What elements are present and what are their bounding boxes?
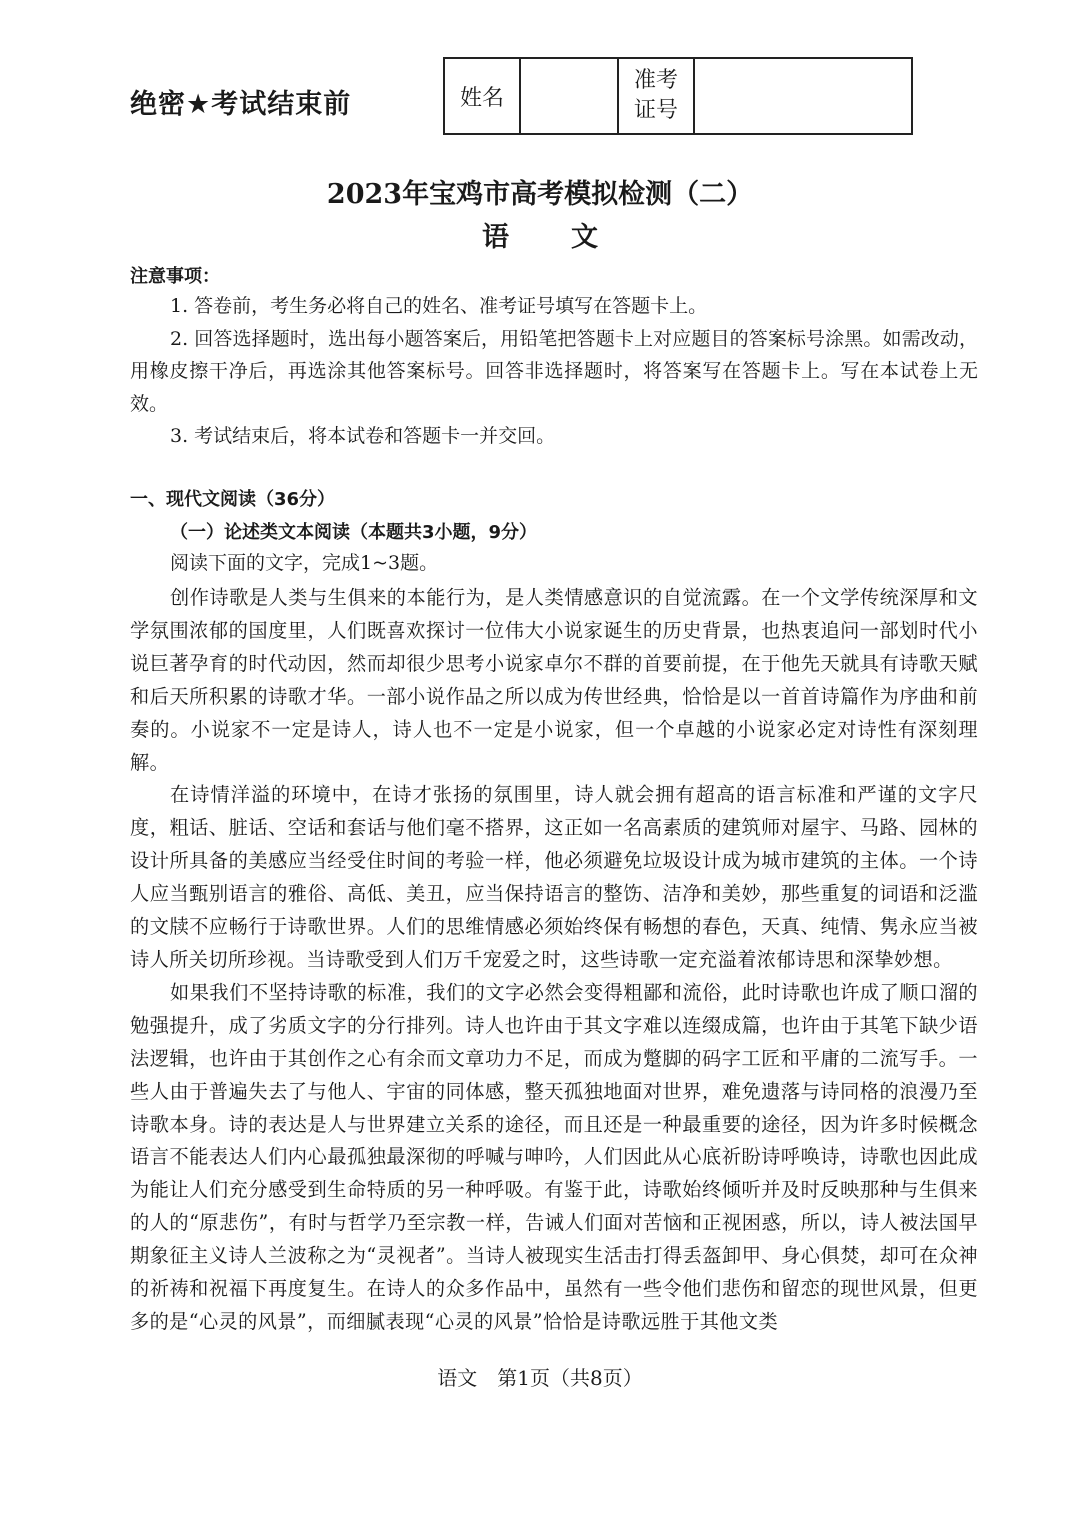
subsection-heading: （一）论述类文本阅读（本题共3小题，9分）: [170, 522, 538, 543]
confidential-label: 绝密★考试结束前: [130, 89, 352, 120]
exam-id-label: [619, 59, 695, 133]
exam-id-label-line1: 准考: [633, 68, 678, 93]
exam-title: 2023年宝鸡市高考模拟检测（二）: [326, 179, 754, 210]
passage-paragraph-1: 创作诗歌是人类与生俱来的本能行为，是人类情感意识的自觉流露。在一个文学传统深厚和文学氛围浓郁的国度里，人们既喜欢探讨一位伟大小说家诞生的历史背景，也热衷追问一部划时代小说巨著孕育的时代动因，然而却很少思考小说家卓尔不群的首要前提，在于他先天就具有诗歌天赋和后天所积累的诗歌才华。一部小说作品之所以成为传世经典，恰恰是以一首首诗篇作为序曲和前奏的。小说家不一定是诗人，诗人也不一定是小说家，但一个卓越的小说家必定对诗性有深刻理解。: [130, 586, 978, 774]
name-field: [521, 59, 619, 133]
passage-paragraph-2: 在诗情洋溢的环境中，在诗才张扬的氛围里，诗人就会拥有超高的语言标准和严谨的文字尺度，粗话、脏话、空话和套话与他们毫不搭界，这正如一名高素质的建筑师对屋宇、马路、园林的设计所具备的美感应当经受住时间的考验一样，他必须避免垃圾设计成为城市建筑的主体。一个诗人应当甄别语言的雅俗、高低、美丑，应当保持语言的整饬、洁净和美妙，那些重复的词语和泛滥的文牍不应畅行于诗歌世界。人们的思维情感必须始终保有畅想的春色，天真、纯情、隽永应当被诗人所关切所珍视。当诗歌受到人们万千宠爱之时，这些诗歌一定充溢着浓郁诗思和深挚妙想。: [130, 783, 978, 971]
candidate-info-box: [443, 57, 913, 135]
exam-id-label-line2: 证号: [633, 98, 678, 123]
subject-title: 语文: [482, 222, 660, 253]
page-footer: 语文 第1页（共8页）: [437, 1366, 643, 1390]
exam-id-field: [695, 59, 911, 133]
notice-item-2: 2. 回答选择题时，选出每小题答案后，用铅笔把答题卡上对应题目的答案标号涂黑。如需改动，用橡皮擦干净后，再选涂其他答案标号。回答非选择题时，将答案写在答题卡上。写在本试卷上无效。: [130, 327, 978, 415]
notice-item-1: 1. 答卷前，考生务必将自己的姓名、准考证号填写在答题卡上。: [170, 295, 708, 317]
name-label: 姓名: [445, 59, 521, 133]
reading-passage: [130, 582, 978, 1339]
section-heading: 一、现代文阅读（36分）: [130, 489, 336, 510]
passage-paragraph-3: 如果我们不坚持诗歌的标准，我们的文字必然会变得粗鄙和流俗，此时诗歌也许成了顺口溜的勉强提升，成了劣质文字的分行排列。诗人也许由于其文字难以连缀成篇，也许由于其笔下缺少语法逻辑，也许由于其创作之心有余而文章功力不足，而成为蹩脚的码字工匠和平庸的二流写手。一些人由于普遍失去了与他人、宇宙的同体感，整天孤独地面对世界，难免遗落与诗同格的浪漫乃至诗歌本身。诗的表达是人与世界建立关系的途径，而且还是一种最重要的途径，因为许多时候概念语言不能表达人们内心最孤独最深彻的呼喊与呻吟，人们因此从心底祈盼诗呼唤诗，诗歌也因此成为能让人们充分感受到生命特质的另一种呼吸。有鉴于此，诗歌始终倾听并及时反映那种与生俱来的人的“原悲伤”，有时与哲学乃至宗教一样，告诫人们面对苦恼和正视困惑，所以，诗人被法国早期象征主义诗人兰波称之为“灵视者”。当诗人被现实生活击打得丢盔卸甲、身心俱焚，却可在众神的祈祷和祝福下再度复生。在诗人的众多作品中，虽然有一些令他们悲伤和留恋的现世风景，但更多的是“心灵的风景”，而细腻表现“心灵的风景”恰恰是诗歌远胜于其他文类: [130, 980, 978, 1333]
notice-item-3: 3. 考试结束后，将本试卷和答题卡一并交回。: [170, 425, 556, 447]
notice-list: [130, 290, 978, 453]
notice-heading: 注意事项：: [130, 266, 220, 287]
reading-instruction: 阅读下面的文字，完成1~3题。: [170, 552, 439, 574]
